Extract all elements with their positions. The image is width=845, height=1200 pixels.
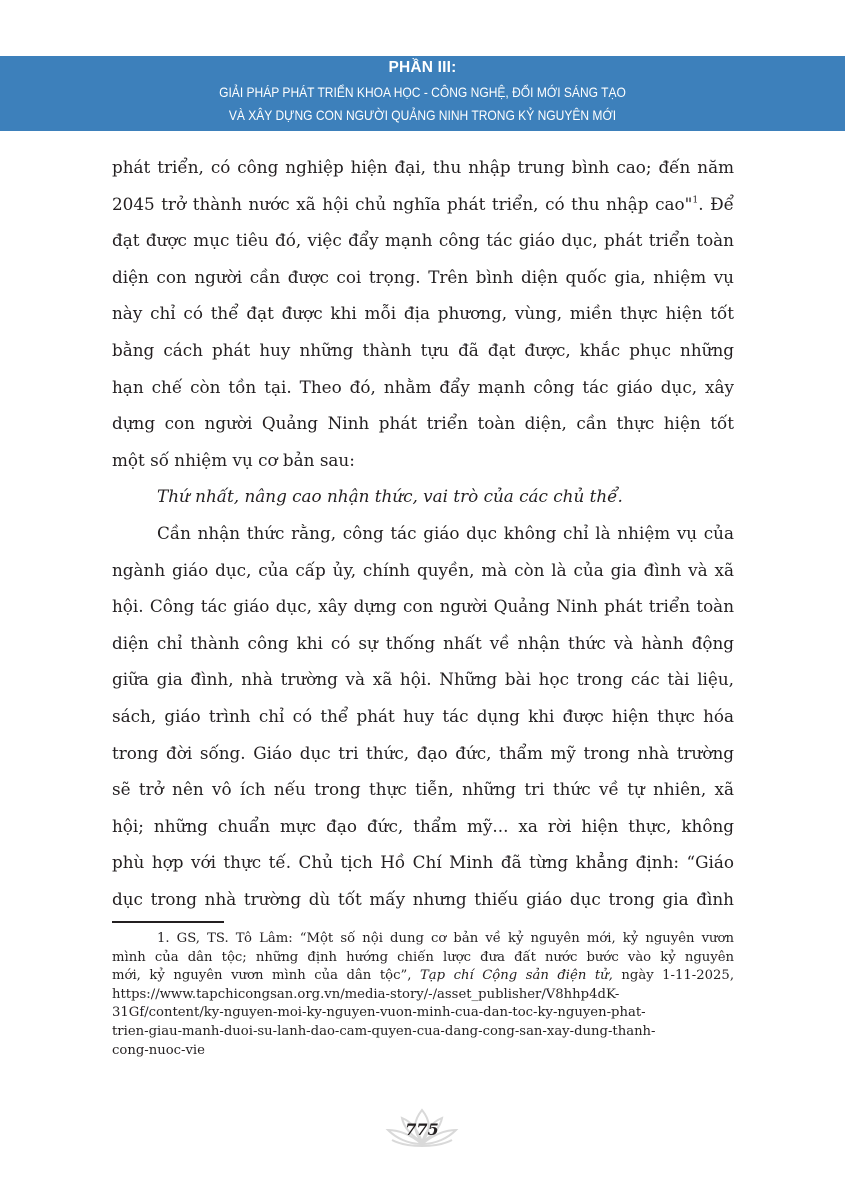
footnote-date: ngày 1-11-2025, <box>621 968 735 984</box>
body-line: giữa gia đình, nhà trường và xã hội. Những bài học trong các tài liệu, <box>112 669 734 690</box>
journal-title: Tạp chí Cộng sản điện tử, <box>419 968 613 984</box>
body-line: trong đời sống. Giáo dục tri thức, đạo đức, thẩm mỹ trong nhà trường <box>112 742 734 763</box>
body-line: ngành giáo dục, của cấp ủy, chính quyền, mà còn là của gia đình và xã <box>112 559 734 580</box>
body-line: dựng con người Quảng Ninh phát triển toàn diện, cần thực hiện tốt <box>112 413 734 434</box>
footnote-line: 1. GS, TS. Tô Lâm: “Một số nội dung cơ bản về kỷ nguyên mới, kỷ nguyên vươn <box>157 931 734 946</box>
body-line: đạt được mục tiêu đó, việc đẩy mạnh công tác giáo dục, phát triển toàn <box>112 230 734 251</box>
footnote-ref[interactable]: 1 <box>692 194 699 206</box>
part-title: PHẦN III: <box>388 59 457 76</box>
footnote-line-text: mới, kỷ nguyên vươn mình của dân tộc”, <box>112 968 412 984</box>
body-line: bằng cách phát huy những thành tựu đã đạt được, khắc phục những <box>112 339 734 360</box>
footnote-separator <box>112 921 224 923</box>
body-line: này chỉ có thể đạt được khi mỗi địa phương, vùng, miền thực hiện tốt <box>112 303 734 324</box>
body-line: diện chỉ thành công khi có sự thống nhất về nhận thức và hành động <box>112 632 734 653</box>
body-line-text: 2045 trở thành nước xã hội chủ nghĩa phát triển, có thu nhập cao" <box>112 193 693 214</box>
footnote-url-line[interactable]: 31Gf/content/ky-nguyen-moi-ky-nguyen-vuon-minh-cua-dan-toc-ky-nguyen-phat- <box>112 1005 646 1021</box>
body-line: hạn chế còn tồn tại. Theo đó, nhằm đẩy mạnh công tác giáo dục, xây <box>112 376 734 397</box>
body-line: dục trong nhà trường dù tốt mấy nhưng thiếu giáo dục trong gia đình <box>112 888 734 909</box>
body-line: hội; những chuẩn mực đạo đức, thẩm mỹ... xa rời hiện thực, không <box>112 815 734 836</box>
body-line-tail: . Để <box>698 193 734 214</box>
body-line: diện con người cần được coi trọng. Trên bình diện quốc gia, nhiệm vụ <box>112 266 734 287</box>
subsection-heading: Thứ nhất, nâng cao nhận thức, vai trò của các chủ thể. <box>157 486 623 507</box>
body-line: sẽ trở nên vô ích nếu trong thực tiễn, những tri thức về tự nhiên, xã <box>112 779 734 800</box>
body-line: hội. Công tác giáo dục, xây dựng con người Quảng Ninh phát triển toàn <box>112 596 734 617</box>
page-number-ornament <box>372 1106 472 1151</box>
footnote-url-line[interactable]: trien-giau-manh-duoi-su-lanh-dao-cam-quyen-cua-dang-cong-san-xay-dung-thanh- <box>112 1023 656 1039</box>
section-header-banner <box>0 56 845 131</box>
footnote-line: mình của dân tộc; những định hướng chiến lược đưa đất nước bước vào kỷ nguyên <box>112 949 734 965</box>
body-text <box>112 149 734 917</box>
footnote <box>112 930 734 1060</box>
body-line: phát triển, có công nghiệp hiện đại, thu nhập trung bình cao; đến năm <box>112 157 734 177</box>
section-subtitle-line-2: VÀ XÂY DỰNG CON NGƯỜI QUẢNG NINH TRONG KỶ NGUYÊN MỚI <box>228 107 617 123</box>
body-line: sách, giáo trình chỉ có thể phát huy tác dụng khi được hiện thực hóa <box>112 705 734 726</box>
body-line <box>112 186 734 223</box>
section-subtitle-line-1: GIẢI PHÁP PHÁT TRIỂN KHOA HỌC - CÔNG NGHỆ, ĐỔI MỚI SÁNG TẠO <box>219 84 626 100</box>
footnote-line <box>112 967 734 986</box>
footnote-url-line[interactable]: cong-nuoc-vie <box>112 1042 205 1058</box>
body-line: một số nhiệm vụ cơ bản sau: <box>112 449 355 470</box>
body-line: phù hợp với thực tế. Chủ tịch Hồ Chí Minh đã từng khẳng định: “Giáo <box>112 852 734 873</box>
body-line: Cần nhận thức rằng, công tác giáo dục không chỉ là nhiệm vụ của <box>157 522 734 543</box>
footnote-url-line[interactable]: https://www.tapchicongsan.org.vn/media-story/-/asset_publisher/V8hhp4dK- <box>112 986 620 1002</box>
page-number: 775 <box>405 1120 439 1139</box>
